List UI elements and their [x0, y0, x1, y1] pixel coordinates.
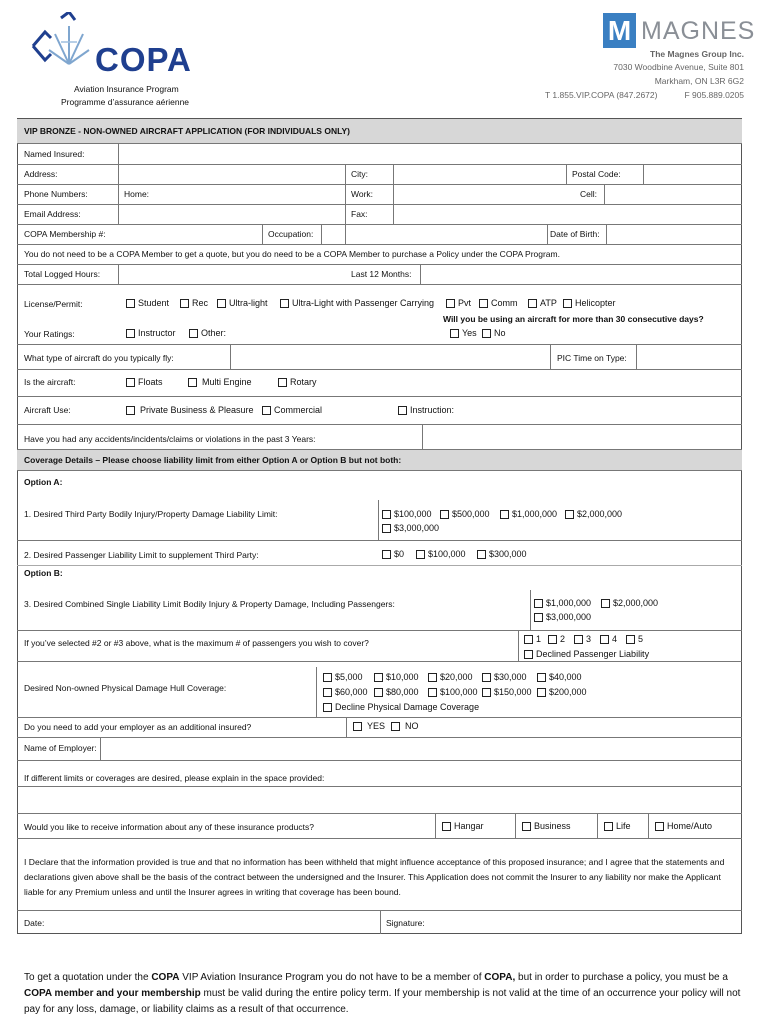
company-address1: 7030 Woodbine Avenue, Suite 801	[613, 62, 744, 72]
copa-wordmark: COPA	[95, 41, 192, 78]
is-aircraft-label: Is the aircraft:	[24, 377, 76, 387]
product-home-auto[interactable]: Home/Auto	[655, 821, 712, 832]
license-label: License/Permit:	[24, 299, 83, 309]
rating-instructor[interactable]: Instructor	[126, 328, 176, 339]
company-address2: Markham, ON L3R 6G2	[654, 76, 744, 86]
checkbox-icon[interactable]	[524, 650, 533, 659]
pic-time-field[interactable]	[637, 345, 740, 368]
license-option-helicopter[interactable]: Helicopter	[563, 298, 616, 309]
checkbox-icon[interactable]	[126, 329, 135, 338]
use-private[interactable]: Private Business & Pleasure	[126, 405, 254, 416]
home-phone-label: Home:	[124, 189, 150, 199]
checkbox-icon[interactable]	[323, 688, 332, 697]
different-limits-label: If different limits or coverages are desired, please explain in the space provided:	[24, 773, 325, 783]
q1-option-1m[interactable]: $1,000,000	[500, 509, 557, 520]
checkbox-icon[interactable]	[126, 299, 135, 308]
hull-label: Desired Non-owned Physical Damage Hull Coverage:	[24, 683, 227, 693]
products-question: Would you like to receive information about any of these insurance products?	[24, 822, 314, 832]
checkbox-icon[interactable]	[323, 673, 332, 682]
passengers-option-3[interactable]: 3	[574, 634, 591, 645]
checkbox-icon[interactable]	[428, 688, 437, 697]
consecutive-no[interactable]: No	[482, 328, 506, 339]
hull-option-60k[interactable]: $60,000	[323, 687, 368, 698]
last12-field[interactable]	[421, 265, 740, 283]
passengers-option-2[interactable]: 2	[548, 634, 565, 645]
last12-label: Last 12 Months:	[351, 269, 412, 279]
aircraft-multi-engine[interactable]: Multi Engine	[188, 377, 252, 388]
work-phone-label: Work:	[351, 189, 374, 199]
checkbox-icon[interactable]	[126, 378, 135, 387]
checkbox-icon[interactable]	[548, 635, 557, 644]
date-label: Date:	[24, 918, 45, 928]
checkbox-icon[interactable]	[574, 635, 583, 644]
checkbox-icon[interactable]	[353, 722, 362, 731]
phone-numbers-label: Phone Numbers:	[24, 189, 88, 199]
hull-option-5k[interactable]: $5,000	[323, 672, 363, 683]
named-insured-label: Named Insured:	[24, 149, 85, 159]
checkbox-icon[interactable]	[482, 688, 491, 697]
passengers-option-5[interactable]: 5	[626, 634, 643, 645]
aircraft-type-field[interactable]	[231, 345, 549, 368]
copa-logo	[25, 12, 210, 82]
fax-field[interactable]	[394, 205, 740, 223]
postal-code-label: Postal Code:	[572, 169, 621, 179]
total-hours-label: Total Logged Hours:	[24, 269, 101, 279]
checkbox-icon[interactable]	[537, 673, 546, 682]
address-field[interactable]	[119, 165, 344, 183]
checkbox-icon[interactable]	[382, 524, 391, 533]
hull-option-100k[interactable]: $100,000	[428, 687, 478, 698]
checkbox-icon[interactable]	[600, 635, 609, 644]
dob-label: Date of Birth:	[550, 229, 600, 239]
checkbox-icon[interactable]	[280, 299, 289, 308]
checkbox-icon[interactable]	[477, 550, 486, 559]
ratings-label: Your Ratings:	[24, 329, 75, 339]
program-name-fr: Programme d’assurance aérienne	[61, 97, 190, 107]
home-phone-field[interactable]	[160, 185, 344, 203]
hull-option-150k[interactable]: $150,000	[482, 687, 532, 698]
checkbox-icon[interactable]	[428, 673, 437, 682]
magnes-m-icon: M	[603, 13, 636, 48]
accidents-field[interactable]	[423, 425, 740, 448]
checkbox-icon[interactable]	[482, 673, 491, 682]
checkbox-icon[interactable]	[382, 550, 391, 559]
checkbox-icon[interactable]	[126, 406, 135, 415]
q2-option-100k[interactable]: $100,000	[416, 549, 466, 560]
hull-option-80k[interactable]: $80,000	[374, 687, 419, 698]
q1-option-500k[interactable]: $500,000	[440, 509, 490, 520]
different-limits-field[interactable]	[18, 787, 741, 812]
checkbox-icon[interactable]	[563, 299, 572, 308]
employer-name-label: Name of Employer:	[24, 743, 97, 753]
checkbox-icon[interactable]	[565, 510, 574, 519]
passengers-option-4[interactable]: 4	[600, 634, 617, 645]
q3-label: 3. Desired Combined Single Liability Limit Bodily Injury & Property Damage, Including Passengers:	[24, 599, 395, 609]
employer-name-field[interactable]	[101, 738, 740, 759]
member-note: You do not need to be a COPA Member to get a quote, but you do need to be a COPA Member to purchase a Policy under the COPA Program.	[24, 249, 560, 259]
aircraft-floats[interactable]: Floats	[126, 377, 163, 388]
q1-option-100k[interactable]: $100,000	[382, 509, 432, 520]
checkbox-icon[interactable]	[534, 599, 543, 608]
checkbox-icon[interactable]	[440, 510, 449, 519]
checkbox-icon[interactable]	[601, 599, 610, 608]
license-option-comm[interactable]: Comm	[479, 298, 518, 309]
aircraft-use-label: Aircraft Use:	[24, 405, 71, 415]
form-title: VIP BRONZE - NON-OWNED AIRCRAFT APPLICATION (FOR INDIVIDUALS ONLY)	[24, 126, 350, 136]
checkbox-icon[interactable]	[391, 722, 400, 731]
checkbox-icon[interactable]	[528, 299, 537, 308]
rating-other[interactable]: Other:	[189, 328, 226, 339]
checkbox-icon[interactable]	[262, 406, 271, 415]
use-instruction[interactable]: Instruction:	[398, 405, 454, 416]
use-commercial[interactable]: Commercial	[262, 405, 322, 416]
license-option-ultralight-passenger[interactable]: Ultra-Light with Passenger Carrying	[280, 298, 434, 309]
checkbox-icon[interactable]	[180, 299, 189, 308]
q1-label: 1. Desired Third Party Bodily Injury/Property Damage Liability Limit:	[24, 509, 278, 519]
q3-option-3m[interactable]: $3,000,000	[534, 612, 591, 623]
checkbox-icon[interactable]	[188, 378, 197, 387]
checkbox-icon[interactable]	[604, 822, 613, 831]
occupation-label: Occupation:	[268, 229, 314, 239]
license-option-ultralight[interactable]: Ultra-light	[217, 298, 268, 309]
membership-label: COPA Membership #:	[24, 229, 106, 239]
signature-field[interactable]	[432, 911, 740, 933]
email-label: Email Address:	[24, 209, 81, 219]
program-name-en: Aviation Insurance Program	[74, 84, 179, 94]
pic-time-label: PIC Time on Type:	[557, 353, 627, 363]
checkbox-icon[interactable]	[524, 635, 533, 644]
license-option-student[interactable]: Student	[126, 298, 169, 309]
option-a-label: Option A:	[24, 477, 63, 487]
checkbox-icon[interactable]	[479, 299, 488, 308]
checkbox-icon[interactable]	[382, 510, 391, 519]
email-field[interactable]	[119, 205, 344, 223]
license-option-atp[interactable]: ATP	[528, 298, 557, 309]
checkbox-icon[interactable]	[446, 299, 455, 308]
declined-passenger-liability[interactable]: Declined Passenger Liability	[524, 649, 649, 660]
declaration-text: I Declare that the information provided is true and that no information has been withheld that might influence acceptance of this proposed insurance; and I agree that the statements and declarations given above shall be the basis of the contract between the undersigned and the Insurer. This Application does not commit the Insurer to any liability nor make the Applicant liable for any Premium unless and until the Insurer agrees in writing that coverage has been bound.	[24, 857, 725, 897]
q1-option-3m[interactable]: $3,000,000	[382, 523, 439, 534]
checkbox-icon[interactable]	[626, 635, 635, 644]
footer-note: To get a quotation under the COPA VIP Aviation Insurance Program you do not have to be a member of COPA, but in order to purchase a policy, you must be a COPA member and your membership must be valid during the entire policy term. If your membership is not valid at the time of an occurrence your policy will not pay for any loss, damage, or liability claims as a result of that occurrence.	[24, 972, 741, 1015]
passengers-question: If you’ve selected #2 or #3 above, what is the maximum # of passengers you wish to cover?	[24, 638, 369, 648]
employer-yes[interactable]: YES	[353, 721, 385, 732]
company-phone: T 1.855.VIP.COPA (847.2672)	[545, 90, 658, 100]
hull-option-10k[interactable]: $10,000	[374, 672, 419, 683]
checkbox-icon[interactable]	[374, 673, 383, 682]
membership-field[interactable]	[112, 225, 260, 243]
accidents-label: Have you had any accidents/incidents/claims or violations in the past 3 Years:	[24, 434, 316, 444]
checkbox-icon[interactable]	[482, 329, 491, 338]
product-life[interactable]: Life	[604, 821, 631, 832]
checkbox-icon[interactable]	[398, 406, 407, 415]
postal-code-field[interactable]	[644, 165, 740, 183]
consecutive-days-question: Will you be using an aircraft for more than 30 consecutive days?	[443, 314, 704, 324]
checkbox-icon[interactable]	[534, 613, 543, 622]
passengers-option-1[interactable]: 1	[524, 634, 541, 645]
named-insured-field[interactable]	[119, 144, 741, 163]
product-business[interactable]: Business	[522, 821, 571, 832]
signature-label: Signature:	[386, 918, 425, 928]
checkbox-icon[interactable]	[278, 378, 287, 387]
work-phone-field[interactable]	[394, 185, 574, 203]
cell-phone-field[interactable]	[605, 185, 740, 203]
hull-option-30k[interactable]: $30,000	[482, 672, 527, 683]
checkbox-icon[interactable]	[374, 688, 383, 697]
license-option-pvt[interactable]: Pvt	[446, 298, 471, 309]
checkbox-icon[interactable]	[655, 822, 664, 831]
checkbox-icon[interactable]	[522, 822, 531, 831]
checkbox-icon[interactable]	[217, 299, 226, 308]
total-hours-field[interactable]	[119, 265, 344, 283]
option-b-label: Option B:	[24, 568, 63, 578]
checkbox-icon[interactable]	[323, 703, 332, 712]
employer-question: Do you need to add your employer as an additional insured?	[24, 722, 252, 732]
q3-option-2m[interactable]: $2,000,000	[601, 598, 658, 609]
checkbox-icon[interactable]	[442, 822, 451, 831]
checkbox-icon[interactable]	[189, 329, 198, 338]
company-name: The Magnes Group Inc.	[650, 49, 744, 59]
city-field[interactable]	[394, 165, 565, 183]
product-hangar[interactable]: Hangar	[442, 821, 484, 832]
q2-label: 2. Desired Passenger Liability Limit to supplement Third Party:	[24, 550, 259, 560]
aircraft-type-label: What type of aircraft do you typically fly:	[24, 353, 174, 363]
company-fax: F 905.889.0205	[684, 90, 744, 100]
q1-option-2m[interactable]: $2,000,000	[565, 509, 622, 520]
checkbox-icon[interactable]	[450, 329, 459, 338]
checkbox-icon[interactable]	[416, 550, 425, 559]
address-label: Address:	[24, 169, 58, 179]
aircraft-rotary[interactable]: Rotary	[278, 377, 317, 388]
hull-option-20k[interactable]: $20,000	[428, 672, 473, 683]
checkbox-icon[interactable]	[500, 510, 509, 519]
occupation-field[interactable]	[322, 225, 546, 243]
dob-field[interactable]	[607, 225, 740, 243]
checkbox-icon[interactable]	[537, 688, 546, 697]
decline-hull-coverage[interactable]: Decline Physical Damage Coverage	[323, 702, 479, 713]
hull-option-200k[interactable]: $200,000	[537, 687, 587, 698]
cell-phone-label: Cell:	[580, 189, 598, 199]
date-field[interactable]	[50, 911, 378, 933]
coverage-header: Coverage Details – Please choose liability limit from either Option A or Option B but not both:	[24, 455, 402, 465]
q2-option-300k[interactable]: $300,000	[477, 549, 527, 560]
city-label: City:	[351, 169, 368, 179]
consecutive-yes[interactable]: Yes	[450, 328, 477, 339]
employer-no[interactable]: NO	[391, 721, 419, 732]
fax-label: Fax:	[351, 209, 368, 219]
magnes-wordmark: MAGNES	[641, 17, 756, 45]
hull-option-40k[interactable]: $40,000	[537, 672, 582, 683]
q2-option-0[interactable]: $0	[382, 549, 404, 560]
license-option-rec[interactable]: Rec	[180, 298, 208, 309]
magnes-logo	[603, 13, 756, 49]
q3-option-1m[interactable]: $1,000,000	[534, 598, 591, 609]
